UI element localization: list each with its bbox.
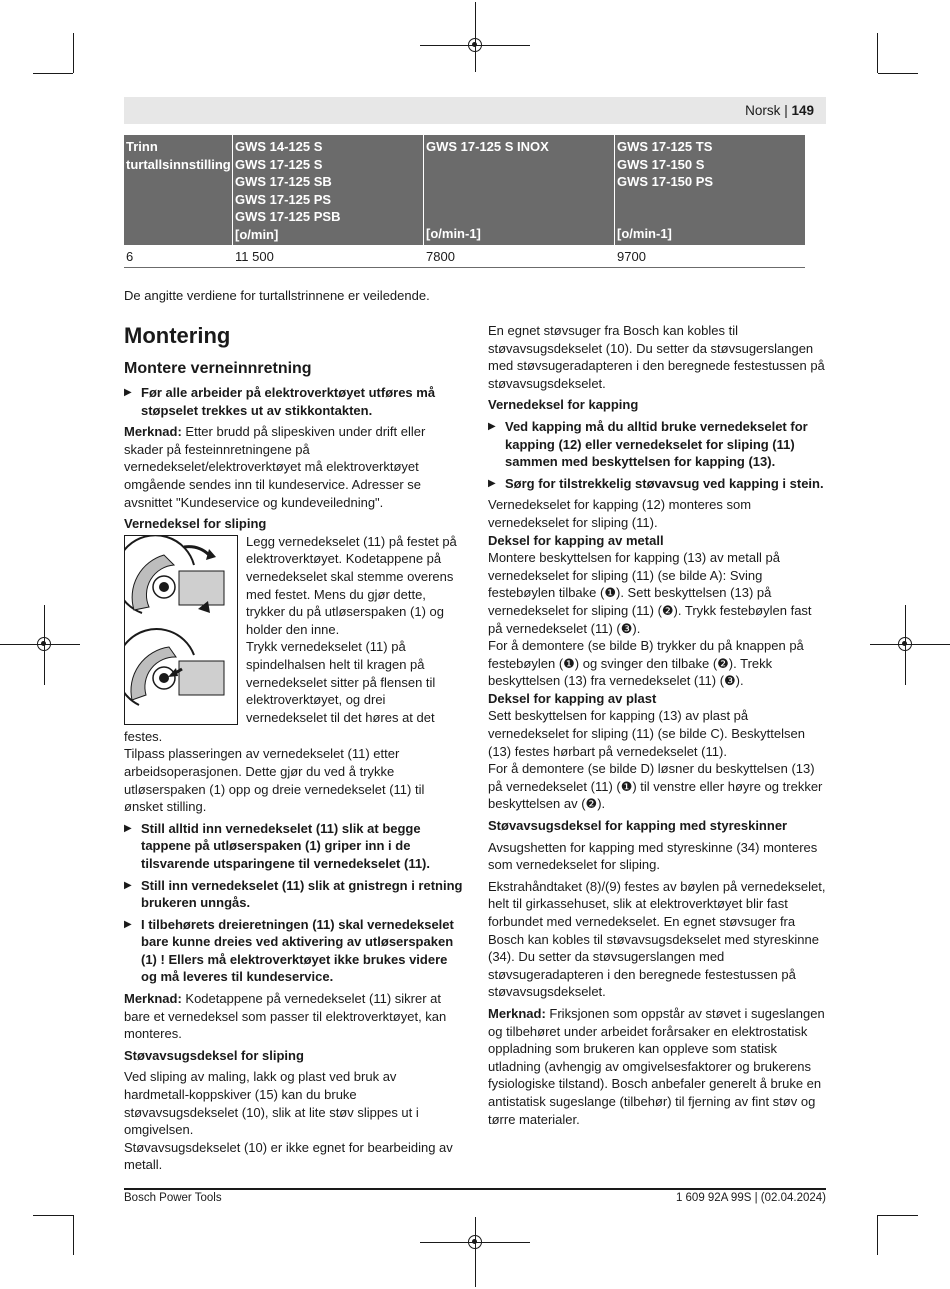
footer-right: 1 609 92A 99S | (02.04.2024) [675,1192,826,1204]
note-paragraph [124,990,464,1043]
paragraph: Tilpass plasseringen av vernedekselet (11) etter arbeidsoperasjonen. Dette gjør du ved å trykke utløserspaken (1) opp og dreie vernedekselet (11) til ønsket stilling. [124,746,425,815]
registration-mark-icon [37,637,51,651]
subsection-title: Montere verneinnretning [124,360,312,377]
subheading: Vernedeksel for sliping [124,516,267,532]
figure-text: Trykk vernedekselet (11) på spindelhalsen helt til kragen på vernedekselet sitter på flensen til elektroverktøyet, og drei vernedekselet til det høres at det [246,639,436,725]
note-label: Merknad: [124,424,182,440]
paragraph: Ekstrahåndtaket (8)/(9) festes av bøylen på vernedekselet, helt til girkassehuset, slik at elektroverktøyet blir fast forbundet med vernedekselet. En egnet støvsuger fra Bosch kan kobles til støvavsugsdekselet med styreskinne (34). Du setter da støvsugerslangen med støvsugeradapteren i den beregnede festestussen på støvavsugsdekselet. [488,878,826,1000]
subheading: Vernedeksel for kapping [488,397,639,413]
figure-text: Legg vernedekselet (11) på festet på elektroverktøyet. Kodetappene på vernedekselet skal stemme overens med festet. Mens du gjør dette, trykker du på utløserspaken (1) og holder den inne. [246,533,457,637]
table-divider [423,135,424,267]
header-unit: [o/min-1] [617,226,672,241]
note-label: Merknad: [124,991,182,1007]
header-cell-text: GWS 17-125 TS [617,139,713,154]
warning-bullet: ▶ Ved kapping må du alltid bruke vernedekselet for kapping (12) eller vernedekselet for sliping (11) sammen med beskyttelsen for kapping (13). [488,418,828,471]
paragraph: En egnet støvsuger fra Bosch kan kobles til støvavsugsdekselet (10). Du setter da støvsugerslangen med støvsugeradapteren i den beregnede festestussen på støvavsugsdekselet. [488,323,825,391]
header-cell-text: GWS 17-125 PS [235,191,332,207]
paragraph: Montere beskyttelsen for kapping (13) av metall på vernedekselet for sliping (11) (se bilde A): Sving festebøylen tilbake (❶). Sett beskyttelsen (13) på vernedekselet for sliping (11) (❷). Trykk festebøylen fast på vernedekselet (11) (❸). [488,550,812,636]
note-text: Etter brudd på slipeskiven under drift eller skader på festeinnretningene på vernedekselet/elektroverktøyet må elektroverktøyet omgående sendes inn til kundeservice. Adresser se avsnittet "Kundeservice og kundeveiledning". [124,424,426,510]
page-header [745,103,814,118]
registration-mark-icon [898,637,912,651]
subheading: Deksel for kapping av metall [488,532,664,548]
paragraph: For å demontere (se bilde D) løsner du beskyttelsen (13) på vernedekselet (11) (❶) til venstre eller høyre og trekker beskyttelsen av (❷). [488,761,823,812]
figure-block [124,533,464,728]
table-header [124,135,805,245]
paragraph: Ved sliping av maling, lakk og plast ved bruk av hardmetall-koppskiver (15) kan du bruke støvavsugsdekselet (10), slik at lite støv slippes ut i omgivelsen. [124,1069,419,1138]
paragraph: For å demontere (se bilde B) trykker du på knappen på festebøylen (❶) og svinger den tilbake (❷). Trekk beskyttelsen (13) fra vernedekselet (11) (❸). [488,638,804,689]
warning-bullet: ▶ Før alle arbeider på elektroverktøyet utføres må støpselet trekkes ut av stikkontakten. [124,384,464,419]
table-note: De angitte verdiene for turtallstrinnene er veiledende. [124,288,430,303]
note-text: Kodetappene på vernedekselet (11) sikrer at bare et vernedeksel som passer til elektroverktøyet, kan monteres. [124,991,447,1042]
left-column [124,323,464,1174]
table-cell: 9700 [617,249,646,264]
table-cell: 7800 [426,249,455,264]
crop-mark [878,73,918,74]
paragraph: festes. [124,728,163,744]
footer-rule [124,1188,826,1190]
speed-table [124,135,805,268]
table-divider [614,135,615,267]
table-row [124,245,805,268]
warning-bullet: ▶ Still alltid inn vernedekselet (11) slik at begge tappene på utløserspaken (1) griper inn i de tilsvarende utsparingene til vernedekselet (11). [124,820,464,873]
header-cell-text: turtallsinnstilling [126,156,231,172]
note-text: Friksjonen som oppstår av støvet i sugeslangen og tilbehøret under arbeidet forårsaker en elektrostatisk oppladning som brukeren kan oppleve som statisk utladning (avhengig av omgivelsesfaktorer og brukerens fysiologiske tilstand). Bosch anbefaler generelt å bruke en antistatisk sugeslange (tilbehør) til fjerning av fint støv og tørre materialer. [488,1005,825,1127]
note-paragraph [124,423,464,511]
crop-mark [73,1215,74,1255]
header-col-models-2 [426,138,549,243]
note-paragraph [488,1005,828,1128]
header-bar [124,97,826,124]
registration-mark-icon [468,1235,482,1249]
crop-mark [475,2,476,72]
warning-bullet: ▶ Sørg for tilstrekkelig støvavsug ved kapping i stein. [488,475,828,493]
paragraph: Avsugshetten for kapping med styreskinne (34) monteres som vernedekselet for sliping. [488,839,818,873]
header-unit: [o/min] [235,226,279,242]
note-label: Merknad: [488,1005,546,1021]
registration-mark-icon [468,38,482,52]
header-unit: [o/min-1] [426,226,481,241]
header-separator: | [784,103,788,118]
header-cell-text: GWS 17-125 SB [235,174,332,189]
page-number: 149 [791,103,814,118]
header-cell-text: GWS 14-125 S [235,139,323,154]
header-col-models-3 [617,138,713,243]
footer-left: Bosch Power Tools [124,1192,222,1204]
header-cell-text: GWS 17-150 PS [617,174,714,189]
crop-mark [877,33,878,73]
header-cell-text: GWS 17-125 PSB [235,209,341,224]
table-cell: 6 [126,249,134,264]
crop-mark [33,1215,73,1216]
warning-bullet: ▶ Still inn vernedekselet (11) slik at gnistregn i retning brukeren unngås. [124,877,464,912]
crop-mark [877,1215,878,1255]
paragraph: Vernedekselet for kapping (12) monteres som vernedekselet for sliping (11). [488,497,752,530]
paragraph: Sett beskyttelsen for kapping (13) av plast på vernedekselet for sliping (11) (se bilde C). Beskyttelsen (13) festes hørbart på vernedekselet (11). [488,708,805,759]
table-cell: 11 500 [235,249,274,264]
crop-mark [33,73,73,74]
header-cell-text: Trinn [126,139,158,154]
header-col-stage [126,138,231,173]
section-title: Montering [124,323,231,348]
header-col-models-1 [235,138,341,243]
header-cell-text: GWS 17-125 S [235,156,323,172]
subheading: Støvavsugsdeksel for sliping [124,1047,304,1063]
warning-bullet: ▶ I tilbehørets dreieretningen (11) skal vernedekselet bare kunne dreies ved aktivering av utløserspaken (1) ! Ellers må elektroverktøyet ikke brukes videre og må leveres til kundeservice. [124,916,464,986]
header-cell-text: GWS 17-150 S [617,156,705,172]
table-divider [232,135,233,267]
crop-mark [73,33,74,73]
subheading: Deksel for kapping av plast [488,690,657,706]
header-language: Norsk [745,103,781,118]
right-column [488,322,828,1128]
paragraph: Støvavsugsdekselet (10) er ikke egnet for bearbeiding av metall. [124,1139,453,1173]
crop-mark [878,1215,918,1216]
crop-mark [475,1217,476,1287]
header-cell-text: GWS 17-125 S INOX [426,139,549,154]
subheading: Støvavsugsdeksel for kapping med styreskinner [488,818,788,834]
guard-mounting-illustration [124,535,238,725]
